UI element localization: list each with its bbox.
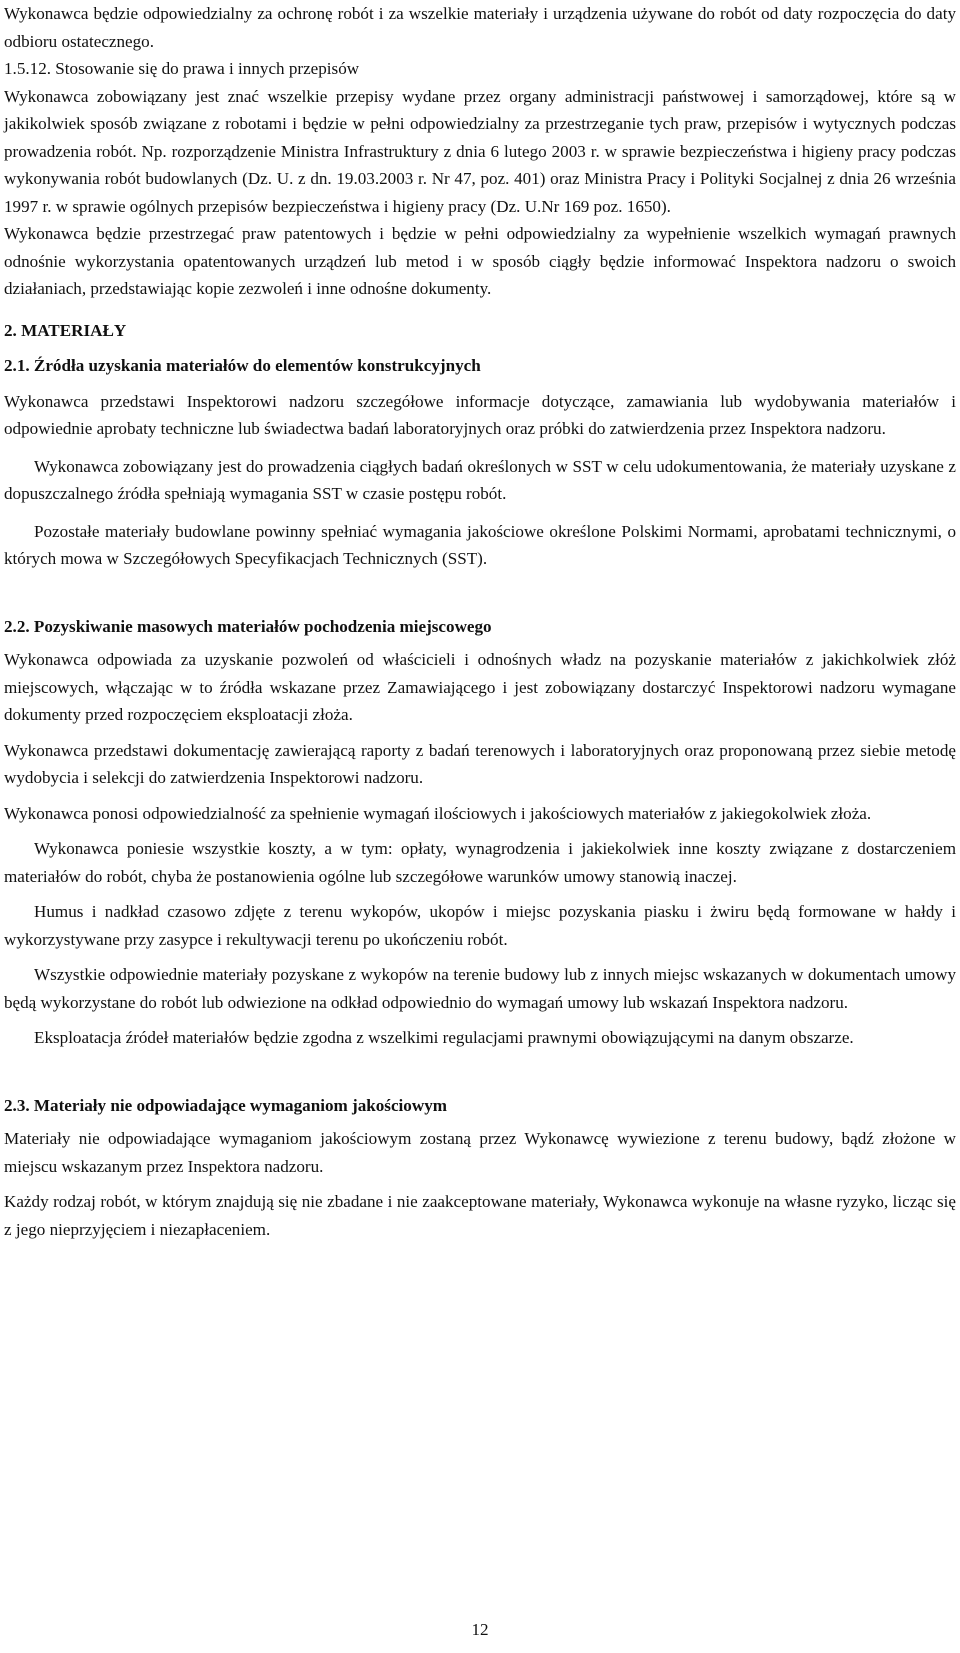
page-number: 12 — [471, 1620, 489, 1639]
section-heading-1-5-12: 1.5.12. Stosowanie się do prawa i innych przepisów — [4, 59, 360, 78]
paragraph-costs: Wykonawca poniesie wszystkie koszty, a w tym: opłaty, wynagrodzenia i jakiekolwiek inne koszty związane z dostarczeniem materiałów do robót, chyba że postanowienia ogólne lub szczegółowe warunków umowy stanowią inaczej. — [4, 839, 956, 886]
paragraph-topsoil: Humus i nadkład czasowo zdjęte z terenu wykopów, ukopów i miejsc pozyskania piasku i żwiru będą formowane w hałdy i wykorzystywane przy zasypce i rekultywacji terenu po ukończeniu robót. — [4, 902, 956, 949]
section-heading-2-2: 2.2. Pozyskiwanie masowych materiałów pochodzenia miejscowego — [4, 616, 492, 636]
paragraph-material-sources-info: Wykonawca przedstawi Inspektorowi nadzoru szczegółowe informacje dotyczące, zamawiania lub wydobywania materiałów i odpowiednie aprobaty techniczne lub świadectwa badań laboratoryjnych oraz próbki do zatwierdzenia przez Inspektora nadzoru. — [4, 391, 956, 438]
paragraph-patent-rights: Wykonawca będzie przestrzegać praw patentowych i będzie w pełni odpowiedzialny za wypełnienie wszelkich wymagań prawnych odnośnie wykorzystania opatentowanych urządzeń lub metod i w sposób ciągły będzie informować Inspektora nadzoru o swoich działaniach, przedstawiając kopie zezwoleń i inne odnośne dokumenty. — [4, 224, 956, 298]
chapter-heading-materials: 2. MATERIAŁY — [4, 320, 127, 340]
paragraph-own-risk: Każdy rodzaj robót, w którym znajdują się nie zbadane i nie zaakceptowane materiały, Wykonawca wykonuje na własne ryzyko, licząc się z jego nieprzyjęciem i niezapłaceniem. — [4, 1192, 956, 1239]
paragraph-continuous-testing: Wykonawca zobowiązany jest do prowadzenia ciągłych badań określonych w SST w celu udokumentowania, że materiały uzyskane z dopuszczalnego źródła spełniają wymagania SST w czasie postępu robót. — [4, 456, 956, 503]
document-page — [4, 0, 956, 1243]
section-heading-2-1: 2.1. Źródła uzyskania materiałów do elementów konstrukcyjnych — [4, 356, 481, 375]
paragraph-excavated-materials: Wszystkie odpowiednie materiały pozyskane z wykopów na terenie budowy lub z innych miejsc wskazanych w dokumentach umowy będą wykorzystane do robót lub odwiezione na odkład odpowiednio do wymagań umowy lub wskazań Inspektora nadzoru. — [4, 965, 956, 1012]
paragraph-documentation: Wykonawca przedstawi dokumentację zawierającą raporty z badań terenowych i laboratoryjnych oraz proponowaną przez siebie metodę wydobycia i selekcji do zatwierdzenia Inspektorowi nadzoru. — [4, 740, 956, 787]
section-heading-2-3: 2.3. Materiały nie odpowiadające wymaganiom jakościowym — [4, 1095, 447, 1115]
paragraph-exploitation: Eksploatacja źródeł materiałów będzie zgodna z wszelkimi regulacjami prawnymi obowiązującymi na danym obszarze. — [34, 1028, 854, 1047]
paragraph-regulations: Wykonawca zobowiązany jest znać wszelkie przepisy wydane przez organy administracji państwowej i samorządowej, które są w jakikolwiek sposób związane z robotami i będzie w pełni odpowiedzialny za przestrzeganie tych praw, przepisów i wytycznych podczas prowadzenia robót. Np. rozporządzenie Ministra Infrastruktury z dnia 6 lutego 2003 r. w sprawie bezpieczeństwa i higieny pracy podczas wykonywania robót budowlanych (Dz. U. z dn. 19.03.2003 r. Nr 47, poz. 401) oraz Ministra Pracy i Polityki Socjalnej z dnia 26 września 1997 r. w sprawie ogólnych przepisów bezpieczeństwa i higieny pracy (Dz. U.Nr 169 poz. 1650). — [4, 86, 956, 216]
paragraph-liability: Wykonawca ponosi odpowiedzialność za spełnienie wymagań ilościowych i jakościowych materiałów z jakiegokolwiek złoża. — [4, 803, 872, 823]
paragraph-permits: Wykonawca odpowiada za uzyskanie pozwoleń od właścicieli i odnośnych władz na pozyskanie materiałów z jakichkolwiek złóż miejscowych, włączając w to źródła wskazane przez Zamawiającego i jest zobowiązany dostarczyć Inspektorowi nadzoru wymagane dokumenty przed rozpoczęciem eksploatacji złoża. — [4, 650, 956, 724]
paragraph-protection-responsibility: Wykonawca będzie odpowiedzialny za ochronę robót i za wszelkie materiały i urządzenia używane do robót od daty rozpoczęcia do daty odbioru ostatecznego. — [4, 4, 956, 51]
paragraph-quality-standards: Pozostałe materiały budowlane powinny spełniać wymagania jakościowe określone Polskimi Normami, aprobatami technicznymi, o których mowa w Szczegółowych Specyfikacjach Technicznych (SST). — [4, 521, 956, 568]
paragraph-rejected-materials: Materiały nie odpowiadające wymaganiom jakościowym zostaną przez Wykonawcę wywiezione z terenu budowy, bądź złożone w miejscu wskazanym przez Inspektora nadzoru. — [4, 1129, 956, 1176]
